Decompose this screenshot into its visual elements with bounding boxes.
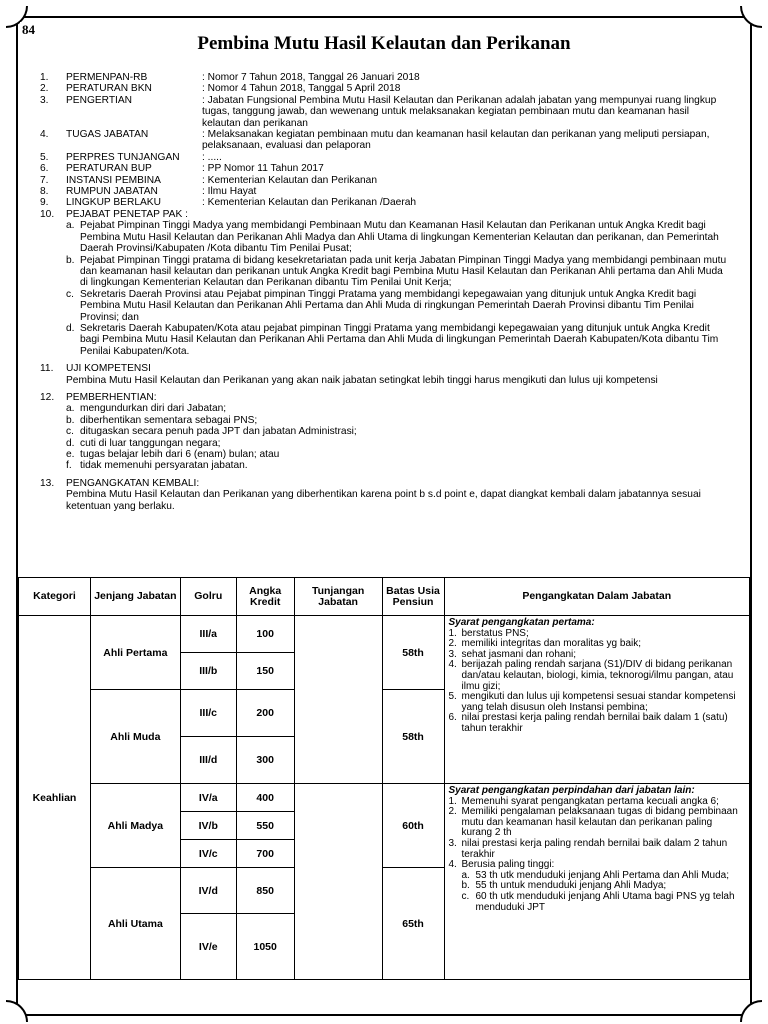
requirement-text: berijazah paling rendah sarjana (S1)/DIV di bidang perikanan dan/atau kelautan, biologi, kimia, teknorogi/ilmu pangan, atau ilmu gizi; xyxy=(461,659,734,692)
jenjang-cell: Ahli Pertama xyxy=(90,616,180,690)
sub-item-text: tidak memenuhi persyaratan jabatan. xyxy=(80,460,248,472)
item-number: 11. xyxy=(40,363,54,375)
angka-kredit-cell: 300 xyxy=(236,737,294,784)
item-number: 1. xyxy=(40,72,49,83)
sub-item-letter: c. xyxy=(66,288,74,300)
golru-cell: III/c xyxy=(180,690,236,737)
tunjangan-cell xyxy=(294,784,382,980)
sub-item-text: ditugaskan secara penuh pada JPT dan jabatan Administrasi; xyxy=(80,426,357,438)
item-key: PERATURAN BKN xyxy=(66,83,152,95)
list-item xyxy=(40,72,730,83)
item-value: : Kementerian Kelautan dan Perikanan /Daerah xyxy=(202,197,417,209)
sub-item-letter: a. xyxy=(66,403,75,415)
table-row xyxy=(19,784,750,812)
sub-item xyxy=(66,220,730,254)
item-key: PEJABAT PENETAP PAK : xyxy=(66,208,188,220)
requirement-number: 4. xyxy=(448,859,457,871)
syarat-list xyxy=(449,797,746,871)
item-key: PENGERTIAN xyxy=(66,94,133,106)
syarat-list xyxy=(449,629,746,735)
requirement-number: 1. xyxy=(448,627,457,639)
item-text: Pembina Mutu Hasil Kelautan dan Perikanan yang akan naik jabatan setingkat lebih tinggi harus mengikuti dan lulus uji kompetensi xyxy=(66,374,658,386)
sub-item-text: cuti di luar tanggungan negara; xyxy=(80,437,221,449)
sub-item-text: tugas belajar lebih dari 6 (enam) bulan; atau xyxy=(80,449,280,460)
item-key: UJI KOMPETENSI xyxy=(66,363,151,375)
item-value: : Ilmu Hayat xyxy=(202,186,257,198)
sub-item xyxy=(66,426,730,437)
requirement-item xyxy=(449,660,746,692)
pengangkatan-kembali-section xyxy=(40,478,730,512)
requirement-text: nilai prestasi kerja paling rendah bernilai baik dalam 1 (satu) tahun terakhir xyxy=(461,712,728,734)
item-number: 2. xyxy=(40,83,49,95)
sub-item-letter: f. xyxy=(66,460,72,472)
list-item xyxy=(40,186,730,197)
sub-item-letter: a. xyxy=(66,220,75,232)
item-value: : ..... xyxy=(202,151,222,163)
requirement-text: sehat jasmani dan rohani; xyxy=(461,648,577,660)
sub-item-text: Sekretaris Daerah Provinsi atau Pejabat pimpinan Tinggi Pratama yang membidangi kepegawaian yang ditunjuk untuk Angka Kredit bagi Pembina Mutu Hasil Kelautan dan Perikanan Ahli Pertama dan Ahli Muda di ringkungan Pemerintah Daerah Provinsi dibantu Tim Penilai Provinsi; dan xyxy=(80,288,697,323)
requirement-item xyxy=(449,713,746,734)
item-number: 12. xyxy=(40,391,55,403)
jenjang-cell: Ahli Muda xyxy=(90,690,180,784)
header-angka-kredit: Angka Kredit xyxy=(236,578,294,616)
requirement-item xyxy=(449,807,746,839)
pejabat-section xyxy=(40,209,730,357)
requirement-text: Memenuhi syarat pengangkatan pertama kecuali angka 6; xyxy=(461,795,719,807)
requirement-number: b. xyxy=(461,880,470,892)
syarat-pertama-cell xyxy=(444,616,750,784)
kategori-cell: Keahlian xyxy=(19,616,91,980)
requirement-text: berstatus PNS; xyxy=(461,627,529,639)
list-item xyxy=(40,152,730,163)
item-value: : Nomor 4 Tahun 2018, Tanggal 5 April 2018 xyxy=(202,83,401,95)
header-tunjangan: Tunjangan Jabatan xyxy=(294,578,382,616)
sub-item-text: Sekretaris Daerah Kabupaten/Kota atau pejabat pimpinan Tinggi Pratama yang membidangi kepegawaian yang ditunjuk untuk Angka Kredit bagi Pembina Mutu Hasil Kelautan dan Perikanan Ahli Pertama dan Ahli Muda di lingkungan Pemerintah Daerah Kabupaten/Kota dibantu Tim Penilai Kabupaten/Kota. xyxy=(80,322,719,357)
golru-cell: IV/a xyxy=(180,784,236,812)
bup-cell: 60th xyxy=(382,784,444,868)
info-list xyxy=(40,72,730,512)
golru-cell: IV/c xyxy=(180,840,236,868)
pemberhentian-sublist xyxy=(66,403,730,471)
sub-item xyxy=(66,323,730,357)
item-key: PERATURAN BUP xyxy=(66,163,152,175)
page-title: Pembina Mutu Hasil Kelautan dan Perikanan xyxy=(197,33,571,54)
sub-item-text: Pejabat Pimpinan Tinggi pratama di bidang kesekretariatan pada unit kerja Jabatan Pimpinan Tinggi Madya yang membidangi pembinaan mutu dan keamanan hasil kelautan dan perikanan untuk Angka Kredit bagi Pembina Mutu Hasil Kelautan dan Perikanan Ahli pertama dan Ahli Muda di lingkungan Kementerian Kelautan dan Perikanan dibantu Tim Penilai Unit Kerja; xyxy=(80,254,727,289)
item-key: TUGAS JABATAN xyxy=(66,129,149,141)
requirement-text: Memiliki pengalaman pelaksanaan tugas di bidang pembinaan mutu dan keamanan hasil kelautan dan perikanan paling kurang 2 th xyxy=(461,806,738,839)
item-key: PEMBERHENTIAN: xyxy=(66,391,157,403)
item-text: Pembina Mutu Hasil Kelautan dan Perikanan yang diberhentikan karena point b s.d point e, dapat diangkat kembali dalam jabatannya sesuai ketentuan yang berlaku. xyxy=(66,489,701,512)
list-item xyxy=(40,95,730,129)
header-kategori: Kategori xyxy=(19,578,91,616)
item-number: 6. xyxy=(40,163,49,175)
pemberhentian-section xyxy=(40,392,730,472)
sub-item xyxy=(66,403,730,414)
angka-kredit-cell: 550 xyxy=(236,812,294,840)
requirement-number: c. xyxy=(461,890,470,902)
item-number: 7. xyxy=(40,174,49,186)
requirement-number: 6. xyxy=(448,712,457,724)
golru-cell: IV/e xyxy=(180,914,236,980)
requirement-text: nilai prestasi kerja paling rendah bernilai baik dalam 2 tahun terakhir xyxy=(461,837,728,860)
header-golru: Golru xyxy=(180,578,236,616)
sub-item-letter: b. xyxy=(66,414,75,426)
item-key: PENGANGKATAN KEMBALI: xyxy=(66,477,200,489)
item-value: : PP Nomor 11 Tahun 2017 xyxy=(202,163,324,175)
requirement-item xyxy=(449,692,746,713)
sub-item-text: mengundurkan diri dari Jabatan; xyxy=(80,403,227,415)
list-item xyxy=(40,197,730,208)
jenjang-cell: Ahli Madya xyxy=(90,784,180,868)
angka-kredit-cell: 200 xyxy=(236,690,294,737)
item-number: 5. xyxy=(40,151,49,163)
item-number: 3. xyxy=(40,94,49,106)
header-jenjang: Jenjang Jabatan xyxy=(90,578,180,616)
golru-cell: IV/b xyxy=(180,812,236,840)
item-number: 8. xyxy=(40,186,49,198)
page-number: 84 xyxy=(22,22,35,37)
list-item xyxy=(40,83,730,94)
angka-kredit-cell: 400 xyxy=(236,784,294,812)
item-value: : Jabatan Fungsional Pembina Mutu Hasil Kelautan dan Perikanan adalah jabatan yang mempunyai ruang lingkup tugas, tanggung jawab, dan wewenang untuk melaksanakan kegiatan pembinaan mutu dan keamanan hasil kelautan dan perikanan xyxy=(202,94,717,129)
requirement-number: 3. xyxy=(448,837,457,849)
bup-cell: 65th xyxy=(382,868,444,980)
requirement-text: 53 th utk menduduki jenjang Ahli Pertama dan Ahli Muda; xyxy=(475,869,729,881)
angka-kredit-cell: 1050 xyxy=(236,914,294,980)
item-key: RUMPUN JABATAN xyxy=(66,186,158,198)
angka-kredit-cell: 100 xyxy=(236,616,294,653)
list-item xyxy=(40,129,730,152)
syarat-perpindahan-cell xyxy=(444,784,750,980)
sub-item-letter: d. xyxy=(66,322,75,334)
item-value: : Melaksanakan kegiatan pembinaan mutu dan keamanan hasil kelautan dan perikanan yang meliputi persiapan, pelaksanaan, evaluasi dan pelaporan xyxy=(202,129,710,152)
requirement-text: 55 th untuk menduduki jenjang Ahli Madya; xyxy=(475,880,667,892)
tunjangan-cell xyxy=(294,616,382,784)
sub-item xyxy=(66,255,730,289)
angka-kredit-cell: 150 xyxy=(236,653,294,690)
angka-kredit-cell: 850 xyxy=(236,868,294,914)
table-row xyxy=(19,616,750,653)
jenjang-table xyxy=(18,577,750,980)
requirement-number: 2. xyxy=(448,638,457,650)
item-number: 13. xyxy=(40,477,55,489)
requirement-number: 4. xyxy=(448,659,457,671)
syarat-heading: Syarat pengangkatan pertama: xyxy=(448,617,595,628)
sub-item xyxy=(66,438,730,449)
items-list xyxy=(40,72,730,209)
item-value: : Nomor 7 Tahun 2018, Tanggal 26 Januari 2018 xyxy=(202,72,420,83)
uji-section xyxy=(40,363,730,386)
sub-item-text: diberhentikan sementara sebagai PNS; xyxy=(80,414,258,426)
requirement-number: 1. xyxy=(448,795,457,807)
sub-item-letter: c. xyxy=(66,426,74,438)
jenjang-cell: Ahli Utama xyxy=(90,868,180,980)
sub-item xyxy=(66,460,730,471)
sub-item xyxy=(66,289,730,323)
requirement-number: a. xyxy=(461,869,470,881)
golru-cell: III/d xyxy=(180,737,236,784)
header-bup: Batas Usia Pensiun xyxy=(382,578,444,616)
bup-cell: 58th xyxy=(382,690,444,784)
sub-item xyxy=(66,449,730,460)
item-key: INSTANSI PEMBINA xyxy=(66,174,161,186)
list-item xyxy=(40,163,730,174)
requirement-item xyxy=(449,839,746,860)
table-header-row xyxy=(19,578,750,616)
angka-kredit-cell: 700 xyxy=(236,840,294,868)
requirement-text: Berusia paling tinggi: xyxy=(461,859,555,871)
syarat-heading: Syarat pengangkatan perpindahan dari jabatan lain: xyxy=(448,785,695,796)
list-item xyxy=(40,175,730,186)
item-key: PERPRES TUNJANGAN xyxy=(66,151,180,163)
requirement-item xyxy=(449,892,746,913)
syarat-sublist xyxy=(449,871,746,913)
golru-cell: III/a xyxy=(180,616,236,653)
requirement-text: 60 th utk menduduki jenjang Ahli Utama bagi PNS yg telah menduduki JPT xyxy=(475,890,735,913)
requirement-text: memiliki integritas dan moralitas yg baik; xyxy=(461,638,642,650)
golru-cell: III/b xyxy=(180,653,236,690)
sub-item-letter: e. xyxy=(66,449,75,460)
sub-item-text: Pejabat Pimpinan Tinggi Madya yang membidangi Pembinaan Mutu dan Keamanan Hasil Kelautan dan Perikanan untuk Angka Kredit bagi Pembina Mutu Hasil Kelautan dan Perikanan Ahli Madya dan Ahli Utama di lingkungan Kementerian Kelautan dan perikanan, dan Pemerintah Daerah Provinsi/Kabupaten /Kota dibantu Tim Penilai Pusat; xyxy=(80,220,719,255)
item-key: PERMENPAN-RB xyxy=(66,72,148,83)
sub-item-letter: d. xyxy=(66,437,75,449)
requirement-number: 2. xyxy=(448,806,457,818)
pejabat-sublist xyxy=(66,220,730,357)
requirement-text: mengikuti dan lulus uji kompetensi sesuai standar kompetensi yang telah disusun oleh Instansi pembina; xyxy=(461,691,736,713)
sub-item xyxy=(66,415,730,426)
item-key: LINGKUP BERLAKU xyxy=(66,197,161,209)
item-value: : Kementerian Kelautan dan Perikanan xyxy=(202,174,378,186)
item-number: 4. xyxy=(40,129,49,141)
item-number: 9. xyxy=(40,197,49,209)
header-pengangkatan: Pengangkatan Dalam Jabatan xyxy=(444,578,750,616)
bup-cell: 58th xyxy=(382,616,444,690)
item-number: 10. xyxy=(40,208,55,220)
sub-item-letter: b. xyxy=(66,254,75,266)
requirement-number: 3. xyxy=(448,648,457,660)
golru-cell: IV/d xyxy=(180,868,236,914)
requirement-number: 5. xyxy=(448,691,457,703)
